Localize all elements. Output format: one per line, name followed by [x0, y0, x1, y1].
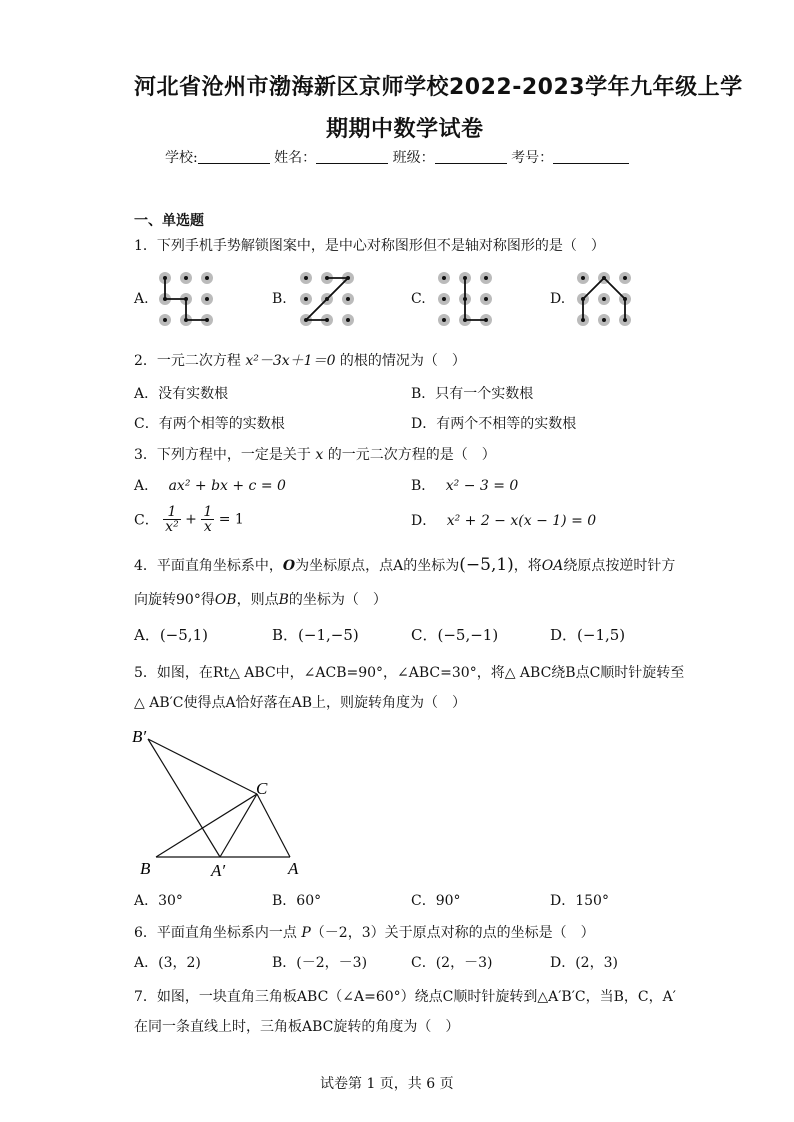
q1-pattern-c-image: [434, 270, 496, 328]
q3-option-d[interactable]: [411, 510, 596, 530]
q1-option-d-label[interactable]: D.: [550, 291, 566, 307]
q4-option-d[interactable]: D．(−1,5): [550, 626, 626, 644]
q4-text-5: 向旋转90°得: [134, 592, 215, 608]
q4-text-7: 的坐标为（ ）: [288, 592, 387, 608]
q1-pattern-b-image: [296, 270, 358, 328]
question-2-stem: [134, 350, 466, 370]
q3-option-c-plus: +: [185, 511, 197, 528]
exam-number-field[interactable]: [553, 149, 629, 164]
q4-segment-ob: OB: [214, 592, 237, 608]
question-1-stem: 1．下列手机手势解锁图案中，是中心对称图形但不是轴对称图形的是（ ）: [134, 238, 605, 254]
q3-option-d-equation: x² + 2 − x(x − 1) = 0: [446, 513, 597, 529]
exam-title-line-2: 期期中数学试卷: [326, 117, 484, 142]
q3-option-c[interactable]: [134, 505, 244, 534]
exam-title-line-1: 河北省沧州市渤海新区京师学校2022-2023学年九年级上学: [134, 75, 743, 100]
question-4-stem-line-1: [134, 555, 675, 575]
student-info-row: [165, 147, 629, 167]
q5-geometry-figure: [128, 722, 318, 882]
q3-option-b[interactable]: [411, 475, 518, 495]
q5-option-a[interactable]: A．30°: [134, 893, 183, 909]
q4-coordinate-a: (−5,1): [459, 555, 514, 575]
school-field[interactable]: [198, 149, 270, 164]
question-7-stem-line-2: 在同一条直线上时，三角板ABC旋转的角度为（ ）: [134, 1019, 460, 1035]
q4-text-6: ，则点: [236, 592, 279, 608]
school-label: 学校:: [165, 150, 198, 166]
q4-text-1: 4．平面直角坐标系中，: [134, 558, 283, 574]
q3-option-a-equation: ax² + bx + c = 0: [168, 478, 286, 494]
name-label: 姓名：: [274, 150, 317, 166]
name-field[interactable]: [316, 149, 388, 164]
q3-option-b-equation: x² − 3 = 0: [445, 478, 519, 494]
q4-point-o: O: [282, 558, 296, 574]
section-title-single-choice: 一、单选题: [134, 213, 204, 229]
q6-option-a[interactable]: A．(3，2): [134, 955, 201, 971]
class-label: 班级：: [392, 150, 435, 166]
q3-option-d-label: D．: [411, 513, 437, 529]
q4-text-4: 绕原点按逆时针方: [563, 558, 676, 574]
q6-option-c[interactable]: C．(2，－3): [411, 955, 493, 971]
q5-option-d[interactable]: D．150°: [550, 893, 609, 909]
q2-option-c[interactable]: C．有两个相等的实数根: [134, 416, 285, 432]
q2-equation: x²－3x＋1＝0: [245, 353, 336, 369]
q2-option-d[interactable]: D．有两个不相等的实数根: [411, 416, 577, 432]
q1-option-c-label[interactable]: C.: [411, 291, 426, 307]
q2-option-a[interactable]: A．没有实数根: [134, 386, 229, 402]
question-5-stem-line-1: 5．如图，在Rt△ ABC中，∠ACB=90°，∠ABC=30°，将△ ABC绕B点C顺时针旋转至: [134, 665, 685, 681]
label-b: B: [140, 859, 151, 878]
q6-text-b: （－2，3）关于原点对称的点的坐标是（ ）: [310, 925, 595, 941]
question-4-stem-line-2: [134, 589, 387, 609]
q2-stem-text-a: 2．一元二次方程: [134, 353, 246, 369]
q5-option-b[interactable]: B．60°: [272, 893, 322, 909]
q4-segment-oa: OA: [541, 558, 564, 574]
label-a: A: [288, 859, 299, 878]
label-b-prime: B′: [132, 727, 147, 746]
q3-option-a-label: A．: [134, 478, 159, 494]
question-7-stem-line-1: 7．如图，一块直角三角板ABC（∠A=60°）绕点C顺时针旋转到△A′B′C，当B，C，A′: [134, 989, 676, 1005]
q6-option-d[interactable]: D．(2，3): [550, 955, 618, 971]
question-6-stem: [134, 922, 595, 942]
question-5-stem-line-2: △ AB′C使得点A恰好落在AB上，则旋转角度为（ ）: [134, 695, 467, 711]
q4-option-c[interactable]: C．(−5,−1): [411, 626, 499, 644]
q1-option-a-label[interactable]: A.: [134, 291, 149, 307]
q2-stem-text-b: 的根的情况为（ ）: [335, 353, 466, 369]
q4-point-b: B: [278, 592, 289, 608]
q5-option-c[interactable]: C．90°: [411, 893, 461, 909]
q1-option-b-label[interactable]: B.: [272, 291, 287, 307]
q2-option-b[interactable]: B．只有一个实数根: [411, 386, 534, 402]
q3-option-c-fraction-2: $\frac{1}{x}$: [203, 504, 213, 535]
q1-pattern-d-image: [573, 270, 635, 328]
exam-number-label: 考号：: [511, 150, 554, 166]
q3-option-c-fraction-1: $\frac{1}{\text{x²}}$: [165, 504, 179, 535]
q6-point-p: P: [301, 925, 311, 941]
q3-stem-text-b: 的一元二次方程的是（ ）: [323, 447, 496, 463]
q3-option-c-label: C．: [134, 512, 159, 529]
q1-pattern-a-image: [155, 270, 217, 328]
q3-option-c-rest: = 1: [218, 511, 244, 528]
q3-option-a[interactable]: [134, 475, 286, 495]
q3-option-b-label: B．: [411, 478, 436, 494]
q4-text-2: 为坐标原点，点A的坐标为: [295, 558, 460, 574]
label-a-prime: A′: [211, 861, 226, 880]
q4-option-a[interactable]: A．(−5,1): [134, 626, 208, 644]
q6-text-a: 6．平面直角坐标系内一点: [134, 925, 302, 941]
q4-option-b[interactable]: B．(−1,−5): [272, 626, 359, 644]
q6-option-b[interactable]: B．(－2，－3): [272, 955, 368, 971]
q3-variable-x: x: [315, 447, 324, 463]
q4-text-3: ，将: [513, 558, 542, 574]
page-footer: 试卷第 1 页，共 6 页: [320, 1076, 454, 1092]
class-field[interactable]: [435, 149, 507, 164]
q3-stem-text-a: 3．下列方程中，一定是关于: [134, 447, 316, 463]
label-c: C: [256, 779, 268, 798]
question-3-stem: [134, 444, 496, 464]
